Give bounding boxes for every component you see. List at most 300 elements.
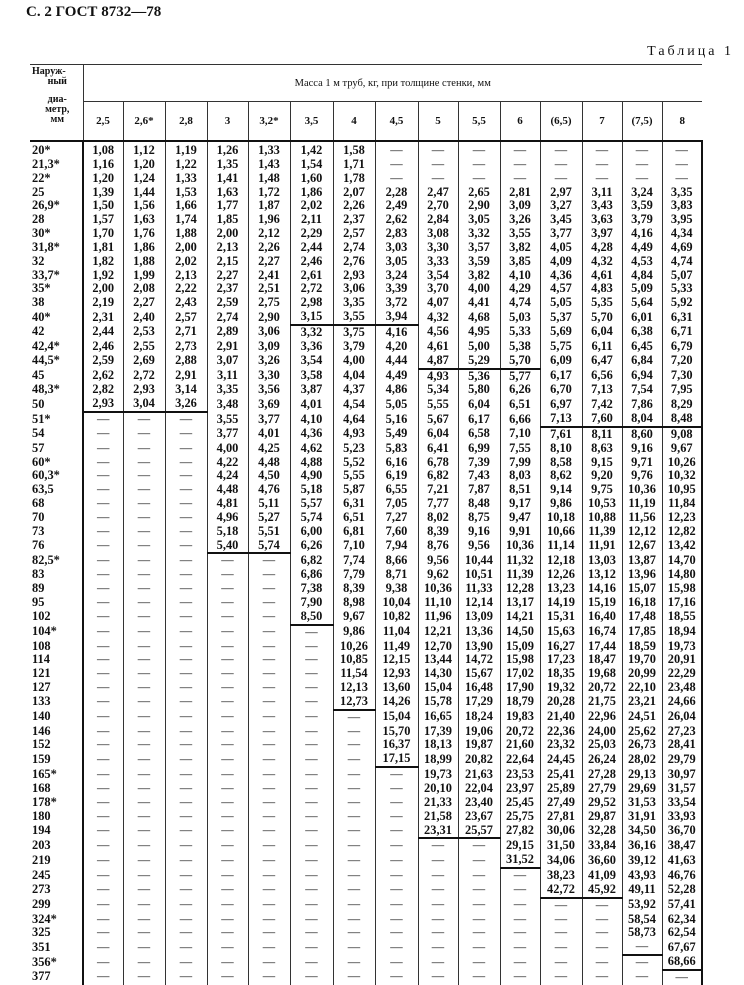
mass-cell: 5,05 <box>540 296 582 310</box>
mass-cell: 10,95 <box>662 483 702 497</box>
mass-cell: 43,93 <box>622 868 662 883</box>
mass-cell: 20,82 <box>458 752 500 767</box>
mass-cell: 7,87 <box>458 483 500 497</box>
mass-cell: — <box>207 898 248 913</box>
mass-cell: — <box>83 838 123 853</box>
mass-cell: 24,00 <box>582 725 622 739</box>
column-header: 7 <box>582 102 622 142</box>
mass-cell: 2,02 <box>290 199 333 213</box>
mass-cell: 13,44 <box>418 653 458 667</box>
mass-cell: 1,26 <box>207 141 248 158</box>
mass-cell: 2,62 <box>83 369 123 384</box>
mass-cell: 4,07 <box>418 296 458 310</box>
mass-cell: 4,01 <box>248 427 290 442</box>
mass-cell: 14,30 <box>418 667 458 681</box>
mass-cell: — <box>290 838 333 853</box>
diameter-cell: 89 <box>30 582 83 596</box>
mass-cell: 33,84 <box>582 838 622 853</box>
mass-cell: 7,60 <box>375 525 418 539</box>
mass-cell: — <box>418 913 458 927</box>
mass-cell: 46,76 <box>662 868 702 883</box>
mass-cell: 4,00 <box>333 354 375 369</box>
column-header: 2,5 <box>83 102 123 142</box>
mass-cell: 19,73 <box>662 640 702 654</box>
mass-cell: — <box>248 853 290 868</box>
mass-cell: 14,72 <box>458 653 500 667</box>
mass-cell: 5,51 <box>248 525 290 539</box>
mass-cell: 14,16 <box>582 582 622 596</box>
mass-cell: 4,74 <box>662 255 702 269</box>
mass-cell: — <box>290 640 333 654</box>
pipe-mass-table <box>30 64 703 985</box>
mass-cell: — <box>165 640 207 654</box>
mass-cell: 24,66 <box>662 695 702 710</box>
column-header: 4,5 <box>375 102 418 142</box>
mass-cell: — <box>83 913 123 927</box>
diameter-cell: 121 <box>30 667 83 681</box>
mass-cell: 10,36 <box>418 582 458 596</box>
mass-cell: 10,18 <box>540 511 582 525</box>
mass-cell: — <box>83 853 123 868</box>
mass-cell: 1,19 <box>165 141 207 158</box>
mass-cell: — <box>123 710 165 725</box>
mass-cell: 34,06 <box>540 853 582 868</box>
mass-cell: 34,50 <box>622 824 662 839</box>
mass-cell: 1,76 <box>123 227 165 241</box>
diameter-cell: 70 <box>30 511 83 525</box>
mass-cell: 2,88 <box>165 354 207 369</box>
mass-cell: 4,93 <box>333 427 375 442</box>
mass-cell: 10,88 <box>582 511 622 525</box>
mass-cell: 5,23 <box>333 442 375 456</box>
diameter-cell: 180 <box>30 810 83 824</box>
mass-cell: — <box>165 883 207 898</box>
mass-cell: 4,16 <box>375 325 418 340</box>
diameter-cell: 76 <box>30 539 83 554</box>
mass-cell: 4,56 <box>418 325 458 340</box>
diameter-cell: 83 <box>30 568 83 582</box>
diameter-cell: 152 <box>30 738 83 752</box>
mass-cell: 23,53 <box>500 767 540 782</box>
mass-cell: — <box>333 838 375 853</box>
mass-cell: 3,35 <box>333 296 375 310</box>
mass-cell: — <box>248 582 290 596</box>
mass-cell: 32,28 <box>582 824 622 839</box>
mass-cell: 2,97 <box>540 186 582 200</box>
mass-cell: 2,74 <box>207 310 248 325</box>
diameter-cell: 60,3* <box>30 469 83 483</box>
mass-cell: 8,48 <box>662 412 702 427</box>
mass-cell: — <box>83 553 123 568</box>
mass-cell: 29,13 <box>622 767 662 782</box>
mass-cell: 6,99 <box>458 442 500 456</box>
mass-cell: 3,95 <box>662 213 702 227</box>
row-header-line: диа- <box>47 94 67 105</box>
mass-cell: — <box>418 970 458 985</box>
mass-cell: 21,40 <box>540 710 582 725</box>
mass-cell: — <box>500 172 540 186</box>
diameter-cell: 50 <box>30 397 83 412</box>
mass-cell: — <box>207 970 248 985</box>
mass-cell: — <box>83 412 123 427</box>
mass-cell: 6,00 <box>290 525 333 539</box>
mass-cell: — <box>582 141 622 158</box>
mass-cell: — <box>248 553 290 568</box>
mass-cell: — <box>248 883 290 898</box>
mass-cell: — <box>622 172 662 186</box>
mass-cell: 23,21 <box>622 695 662 710</box>
mass-cell: 3,24 <box>622 186 662 200</box>
table-row <box>30 752 702 767</box>
mass-cell: 2,74 <box>333 241 375 255</box>
mass-cell: 3,30 <box>248 369 290 384</box>
mass-cell: — <box>375 970 418 985</box>
mass-cell: 4,93 <box>418 369 458 384</box>
mass-cell: 6,11 <box>582 340 622 354</box>
mass-cell: 1,87 <box>248 199 290 213</box>
mass-cell: 23,48 <box>662 681 702 695</box>
mass-cell: 30,97 <box>662 767 702 782</box>
mass-cell: — <box>83 926 123 940</box>
mass-cell: 2,27 <box>123 296 165 310</box>
mass-cell: 2,00 <box>165 241 207 255</box>
table-row <box>30 940 702 955</box>
mass-cell: 2,15 <box>207 255 248 269</box>
mass-cell: 4,37 <box>333 383 375 397</box>
table-row <box>30 369 702 384</box>
mass-cell: — <box>123 596 165 610</box>
diameter-cell: 351 <box>30 940 83 955</box>
mass-cell: 11,39 <box>582 525 622 539</box>
mass-cell: 1,81 <box>83 241 123 255</box>
mass-cell: — <box>165 796 207 810</box>
mass-cell: — <box>123 970 165 985</box>
mass-cell: — <box>207 640 248 654</box>
mass-cell: 9,86 <box>333 625 375 640</box>
mass-cell: 18,13 <box>418 738 458 752</box>
mass-cell: 17,39 <box>418 725 458 739</box>
mass-cell: 8,62 <box>540 469 582 483</box>
row-header-line: Наруж- <box>32 66 66 77</box>
diameter-cell: 45 <box>30 369 83 384</box>
mass-cell: 38,23 <box>540 868 582 883</box>
diameter-cell: 60* <box>30 456 83 470</box>
mass-cell: 58,73 <box>622 926 662 940</box>
mass-cell: — <box>165 970 207 985</box>
mass-cell: 25,45 <box>500 796 540 810</box>
mass-cell: 5,83 <box>375 442 418 456</box>
mass-cell: 27,82 <box>500 824 540 839</box>
mass-cell: 11,84 <box>662 497 702 511</box>
mass-cell: 7,94 <box>375 539 418 554</box>
mass-cell: 10,32 <box>662 469 702 483</box>
mass-cell: — <box>207 824 248 839</box>
mass-cell: 6,94 <box>622 369 662 384</box>
table-row <box>30 469 702 483</box>
mass-cell: — <box>375 810 418 824</box>
mass-cell: 3,77 <box>248 412 290 427</box>
mass-cell: — <box>165 469 207 483</box>
mass-cell: 2,90 <box>248 310 290 325</box>
mass-cell: 10,82 <box>375 610 418 625</box>
column-header: 2,8 <box>165 102 207 142</box>
mass-cell: — <box>123 824 165 839</box>
mass-cell: 26,24 <box>582 752 622 767</box>
mass-cell: 4,87 <box>418 354 458 369</box>
mass-cell: 11,32 <box>500 553 540 568</box>
mass-cell: 29,87 <box>582 810 622 824</box>
mass-cell: — <box>83 511 123 525</box>
mass-cell: — <box>83 710 123 725</box>
mass-cell: — <box>83 883 123 898</box>
mass-cell: 3,36 <box>290 340 333 354</box>
mass-cell: 6,84 <box>622 354 662 369</box>
mass-cell: 18,59 <box>622 640 662 654</box>
mass-cell: 3,75 <box>333 325 375 340</box>
mass-cell: 2,84 <box>418 213 458 227</box>
mass-cell: — <box>83 625 123 640</box>
mass-cell: 28,02 <box>622 752 662 767</box>
mass-cell: — <box>333 898 375 913</box>
mass-cell: — <box>375 824 418 839</box>
mass-cell: — <box>83 610 123 625</box>
mass-cell: 3,45 <box>540 213 582 227</box>
mass-cell: 1,56 <box>123 199 165 213</box>
mass-cell: — <box>165 838 207 853</box>
mass-cell: 5,74 <box>248 539 290 554</box>
table-row <box>30 725 702 739</box>
mass-cell: 12,82 <box>662 525 702 539</box>
mass-cell: — <box>83 725 123 739</box>
mass-cell: 14,21 <box>500 610 540 625</box>
diameter-cell: 102 <box>30 610 83 625</box>
mass-cell: — <box>83 497 123 511</box>
mass-cell: 4,64 <box>333 412 375 427</box>
mass-cell: 21,58 <box>418 810 458 824</box>
mass-cell: 31,57 <box>662 782 702 796</box>
mass-cell: 7,99 <box>500 456 540 470</box>
mass-cell: — <box>458 172 500 186</box>
mass-cell: 2,70 <box>418 199 458 213</box>
mass-cell: — <box>375 158 418 172</box>
mass-cell: 3,39 <box>375 282 418 296</box>
mass-cell: — <box>165 782 207 796</box>
mass-cell: 2,00 <box>207 227 248 241</box>
mass-cell: 12,12 <box>622 525 662 539</box>
mass-cell: 1,48 <box>248 172 290 186</box>
mass-cell: — <box>123 511 165 525</box>
mass-cell: 9,08 <box>662 427 702 442</box>
mass-cell: 4,84 <box>622 269 662 283</box>
mass-cell: 4,04 <box>333 369 375 384</box>
mass-cell: — <box>290 725 333 739</box>
mass-cell: 29,79 <box>662 752 702 767</box>
mass-cell: 2,98 <box>290 296 333 310</box>
mass-cell: 5,67 <box>418 412 458 427</box>
mass-cell: 3,54 <box>290 354 333 369</box>
mass-cell: 9,86 <box>540 497 582 511</box>
mass-cell: 8,50 <box>290 610 333 625</box>
table-row <box>30 926 702 940</box>
mass-cell: 6,04 <box>418 427 458 442</box>
mass-cell: — <box>333 940 375 955</box>
mass-cell: 15,70 <box>375 725 418 739</box>
column-header: 6 <box>500 102 540 142</box>
mass-cell: 1,22 <box>165 158 207 172</box>
table-row <box>30 695 702 710</box>
table-row <box>30 456 702 470</box>
table-row <box>30 710 702 725</box>
mass-cell: — <box>333 710 375 725</box>
table-row <box>30 397 702 412</box>
mass-cell: 3,27 <box>540 199 582 213</box>
diameter-cell: 22* <box>30 172 83 186</box>
table-row <box>30 186 702 200</box>
diameter-cell: 35* <box>30 282 83 296</box>
mass-cell: — <box>540 940 582 955</box>
mass-cell: — <box>622 970 662 985</box>
mass-cell: 21,60 <box>500 738 540 752</box>
mass-cell: — <box>290 824 333 839</box>
diameter-cell: 20* <box>30 141 83 158</box>
mass-cell: — <box>290 695 333 710</box>
mass-cell: 3,43 <box>582 199 622 213</box>
mass-cell: 10,53 <box>582 497 622 511</box>
mass-cell: — <box>123 667 165 681</box>
mass-cell: 3,57 <box>458 241 500 255</box>
mass-cell: 3,83 <box>662 199 702 213</box>
table-row <box>30 582 702 596</box>
mass-cell: 4,32 <box>582 255 622 269</box>
mass-cell: 9,56 <box>458 539 500 554</box>
table-row <box>30 172 702 186</box>
table-row <box>30 667 702 681</box>
mass-cell: — <box>248 681 290 695</box>
mass-cell: 22,36 <box>540 725 582 739</box>
mass-cell: 1,63 <box>123 213 165 227</box>
mass-cell: 13,23 <box>540 582 582 596</box>
mass-cell: 3,82 <box>458 269 500 283</box>
mass-cell: 8,04 <box>622 412 662 427</box>
diameter-cell: 245 <box>30 868 83 883</box>
mass-cell: 3,35 <box>662 186 702 200</box>
mass-cell: 1,85 <box>207 213 248 227</box>
mass-cell: — <box>165 525 207 539</box>
mass-cell: — <box>83 796 123 810</box>
mass-cell: — <box>290 913 333 927</box>
mass-cell: 2,26 <box>248 241 290 255</box>
mass-cell: 20,72 <box>582 681 622 695</box>
mass-cell: 9,47 <box>500 511 540 525</box>
mass-cell: 1,92 <box>83 269 123 283</box>
mass-cell: 5,16 <box>375 412 418 427</box>
mass-cell: 2,31 <box>83 310 123 325</box>
mass-cell: 12,15 <box>375 653 418 667</box>
mass-cell: 6,82 <box>418 469 458 483</box>
mass-cell: 18,24 <box>458 710 500 725</box>
mass-cell: — <box>207 838 248 853</box>
mass-cell: 6,51 <box>333 511 375 525</box>
mass-cell: 4,57 <box>540 282 582 296</box>
mass-cell: 3,77 <box>207 427 248 442</box>
mass-cell: — <box>248 596 290 610</box>
mass-cell: — <box>165 725 207 739</box>
mass-cell: 17,90 <box>500 681 540 695</box>
mass-cell: 6,81 <box>333 525 375 539</box>
mass-cell: — <box>83 539 123 554</box>
mass-cell: — <box>83 738 123 752</box>
mass-cell: — <box>375 172 418 186</box>
mass-cell: — <box>83 695 123 710</box>
mass-cell: 1,20 <box>123 158 165 172</box>
mass-cell: — <box>540 898 582 913</box>
mass-cell: — <box>165 926 207 940</box>
mass-cell: — <box>333 868 375 883</box>
mass-cell: — <box>83 427 123 442</box>
diameter-cell: 51* <box>30 412 83 427</box>
mass-cell: — <box>248 667 290 681</box>
mass-cell: 4,44 <box>375 354 418 369</box>
column-header: 4 <box>333 102 375 142</box>
mass-cell: — <box>165 853 207 868</box>
mass-cell: 8,51 <box>500 483 540 497</box>
mass-cell: 3,09 <box>248 340 290 354</box>
mass-cell: 12,13 <box>333 681 375 695</box>
column-header: 8 <box>662 102 702 142</box>
mass-cell: 2,61 <box>290 269 333 283</box>
mass-cell: — <box>165 898 207 913</box>
mass-cell: 1,39 <box>83 186 123 200</box>
mass-cell: 1,66 <box>165 199 207 213</box>
mass-cell: 1,41 <box>207 172 248 186</box>
mass-cell: 12,21 <box>418 625 458 640</box>
mass-cell: 31,52 <box>500 853 540 868</box>
mass-cell: 8,48 <box>458 497 500 511</box>
mass-cell: — <box>207 926 248 940</box>
mass-cell: — <box>333 782 375 796</box>
mass-cell: 3,70 <box>418 282 458 296</box>
mass-cell: 2,83 <box>375 227 418 241</box>
mass-cell: 6,58 <box>458 427 500 442</box>
mass-cell: 39,12 <box>622 853 662 868</box>
table-row <box>30 269 702 283</box>
mass-cell: 11,19 <box>622 497 662 511</box>
row-header <box>30 65 83 142</box>
mass-cell: 22,10 <box>622 681 662 695</box>
mass-cell: 3,06 <box>248 325 290 340</box>
mass-cell: 1,71 <box>333 158 375 172</box>
mass-cell: 9,91 <box>500 525 540 539</box>
mass-cell: 2,08 <box>123 282 165 296</box>
mass-cell: 4,36 <box>290 427 333 442</box>
mass-cell: 4,09 <box>540 255 582 269</box>
mass-cell: 5,27 <box>248 511 290 525</box>
mass-cell: 5,11 <box>248 497 290 511</box>
mass-cell: 1,33 <box>165 172 207 186</box>
mass-cell: 14,80 <box>662 568 702 582</box>
mass-cell: 2,19 <box>83 296 123 310</box>
mass-cell: 2,76 <box>333 255 375 269</box>
mass-cell: — <box>500 883 540 898</box>
mass-cell: 2,89 <box>207 325 248 340</box>
mass-cell: — <box>375 796 418 810</box>
mass-cell: — <box>207 955 248 970</box>
mass-cell: 4,00 <box>458 282 500 296</box>
mass-cell: 3,04 <box>123 397 165 412</box>
mass-cell: — <box>333 883 375 898</box>
table-row <box>30 653 702 667</box>
mass-cell: 19,83 <box>500 710 540 725</box>
